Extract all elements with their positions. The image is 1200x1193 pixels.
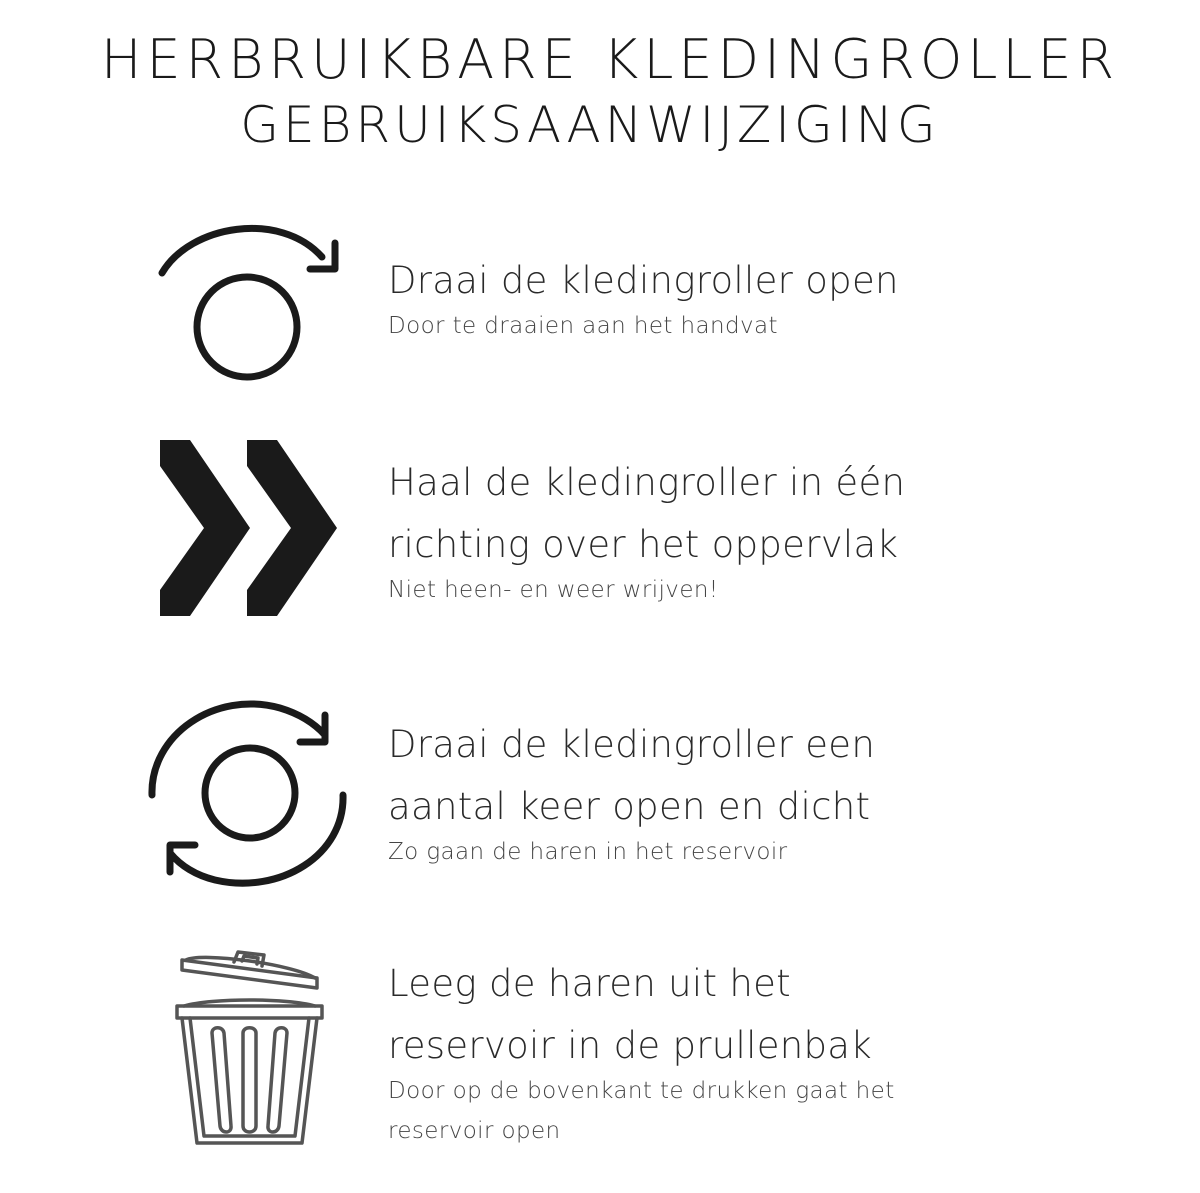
rotate-open-icon (150, 215, 350, 390)
step-4-subtext-line-1: Door op de bovenkant te drukken gaat het (388, 1078, 895, 1104)
rotate-cycle-icon (140, 690, 355, 895)
step-1-subtext (388, 306, 1178, 346)
step-3-heading-line-2: aantal keer open en dicht (388, 785, 871, 828)
step-2-heading-line-2: richting over het oppervlak (388, 523, 899, 566)
step-3-heading-line-1: Draai de kledingroller een (388, 723, 876, 766)
step-3-subtext-line: Zo gaan de haren in het reservoir (388, 839, 788, 865)
step-2-subtext-line: Niet heen- en weer wrijven! (388, 577, 719, 603)
step-2-heading (388, 452, 1178, 576)
step-1-subtext-line: Door te draaien aan het handvat (388, 313, 778, 339)
step-1-heading (388, 250, 1178, 312)
double-chevron-right-icon (155, 440, 345, 618)
step-2-heading-line-1: Haal de kledingroller in één (388, 461, 906, 504)
step-4-subtext-line-2: reservoir open (388, 1118, 561, 1144)
page-title-line-2: GEBRUIKSAANWIJZIGING (240, 96, 940, 154)
step-2-subtext (388, 570, 1178, 610)
step-4-heading (388, 953, 1178, 1077)
page-title-line-1: HERBRUIKBARE KLEDINGROLLER (100, 28, 1120, 91)
trash-bin-icon (172, 948, 327, 1148)
step-3-subtext (388, 832, 1178, 872)
step-1-heading-line: Draai de kledingroller open (388, 259, 899, 302)
step-3-heading (388, 714, 1178, 838)
step-4-heading-line-2: reservoir in de prullenbak (388, 1024, 873, 1067)
step-4-subtext (388, 1071, 1178, 1151)
step-4-heading-line-1: Leeg de haren uit het (388, 962, 791, 1005)
